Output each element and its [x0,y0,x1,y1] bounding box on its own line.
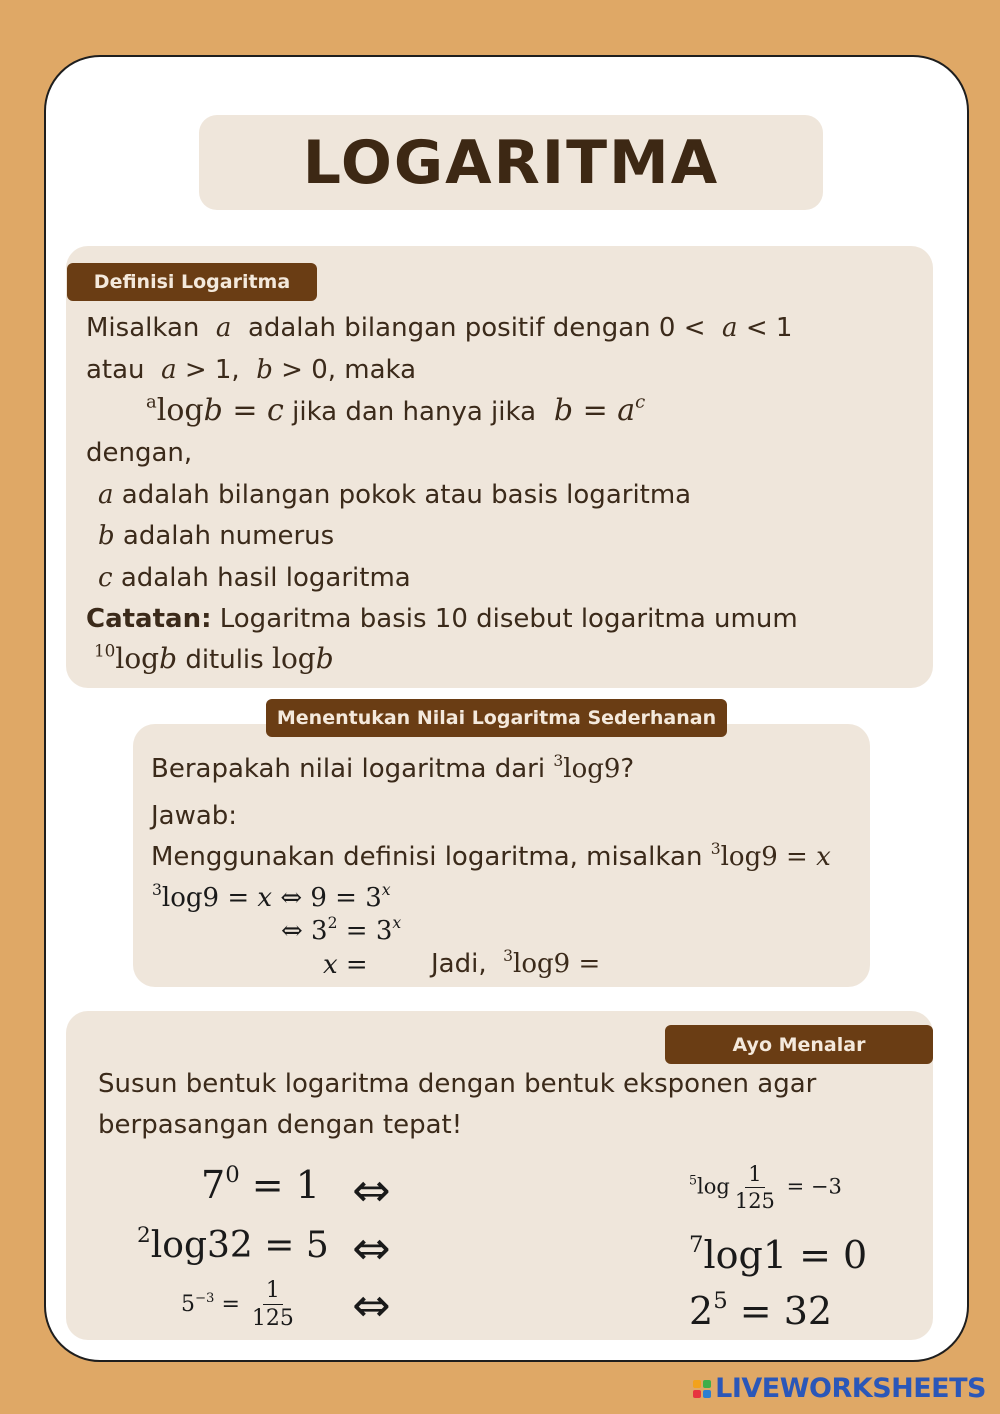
formula-log10: $^{10}$logb [94,640,178,675]
def-line-1 [86,315,792,341]
formula-exp-def: $b = a^c$ [553,391,646,428]
note-ditulis: ditulis [185,645,264,675]
def-line-4: dengan, [86,438,193,468]
match-slot-3[interactable]: ⇔ [352,1278,391,1332]
step-3: x = [323,950,368,980]
def-item-c-text: adalah hasil logaritma [120,563,411,593]
var-c: c [98,563,113,593]
def-item-b-text: adalah numerus [122,521,335,551]
jadi-label: Jadi, [431,949,487,979]
def-item-a-text: adalah bilangan pokok atau basis logaritma [121,480,692,510]
match-slot-2[interactable]: ⇔ [352,1221,391,1275]
expr-7pow0[interactable]: $7^0 = 1$ [201,1162,320,1207]
match-slot-1[interactable]: ⇔ [352,1163,391,1217]
def-line-1c: < 1 [745,313,793,343]
example-tag: Menentukan Nilai Logaritma Sederhanan [266,699,727,737]
example-method [151,840,831,872]
var-b: b [247,355,282,385]
def-line-1b: adalah bilangan positif dengan 0 < [247,313,706,343]
fraction-1-125: $\frac{1}{125}$ [251,1278,294,1331]
answer-label: Jawab: [151,801,238,831]
fraction-1-125: $\frac{1}{125}$ [734,1162,775,1213]
reasoning-tag: Ayo Menalar [665,1025,933,1064]
def-line-1a: Misalkan [86,313,200,343]
def-note [86,606,798,632]
def-line-2c: > 0, maka [281,355,417,385]
formula-logb: logb [271,642,334,675]
var-a: a [207,313,240,343]
option-2pow5[interactable]: $2^5 = 32$ [689,1288,833,1333]
brand-text: LIVEWORKSHEETS [715,1373,986,1404]
def-line-3-text: jika dan hanya jika [292,397,537,427]
def-item-b [98,523,334,549]
example-question: Berapakah nilai logaritma dari $^3$log9? [151,752,635,784]
var-a: a [713,313,746,343]
title-banner [199,115,823,210]
def-item-a [98,482,691,508]
method-text: Menggunakan definisi logaritma, misalkan [151,842,703,872]
definition-tag: Definisi Logaritma [67,263,317,301]
var-a: a [98,480,114,510]
brand-icon [693,1380,711,1398]
expr-2log32[interactable]: $^2$log32 = 5 [137,1222,329,1266]
def-line-2a: atau [86,355,145,385]
option-5log-1-125[interactable]: $^5$log $\frac{1}{125}$ = −3 [689,1162,842,1213]
def-note-2 [94,640,334,675]
def-line-2 [86,357,416,383]
var-b: b [98,521,115,551]
formula-log-def: $^a$logb = c [146,391,284,428]
instruction-2: berpasangan dengan tepat! [98,1110,463,1140]
var-a: a [152,355,185,385]
option-7log1[interactable]: $^7$log1 = 0 [689,1232,868,1277]
expr-5pow-3[interactable]: $5^{-3}$ = $\frac{1}{125}$ [181,1280,299,1330]
formula-3log9-x: $^3$log9 = x [710,840,831,872]
def-line-2b: > 1, [184,355,240,385]
formula-3log9: $^3$log9 [553,752,621,784]
step-2: ⇔ $3^2 = 3^x$ [281,914,402,946]
question-text: Berapakah nilai logaritma dari [151,754,546,784]
def-item-c [98,565,411,591]
def-line-3 [146,391,646,428]
note-label: Catatan: [86,604,212,634]
conclusion [431,947,601,979]
instruction-1: Susun bentuk logaritma dengan bentuk eksponen agar [98,1069,817,1099]
page-title: LOGARITMA [302,127,720,198]
step-1: $^3$log9 = x ⇔ $9 = 3^x$ [152,881,391,913]
formula-3log9-answer: $^3$log9 = [503,947,601,979]
liveworksheets-logo [693,1373,986,1404]
note-text: Logaritma basis 10 disebut logaritma umum [219,604,798,634]
